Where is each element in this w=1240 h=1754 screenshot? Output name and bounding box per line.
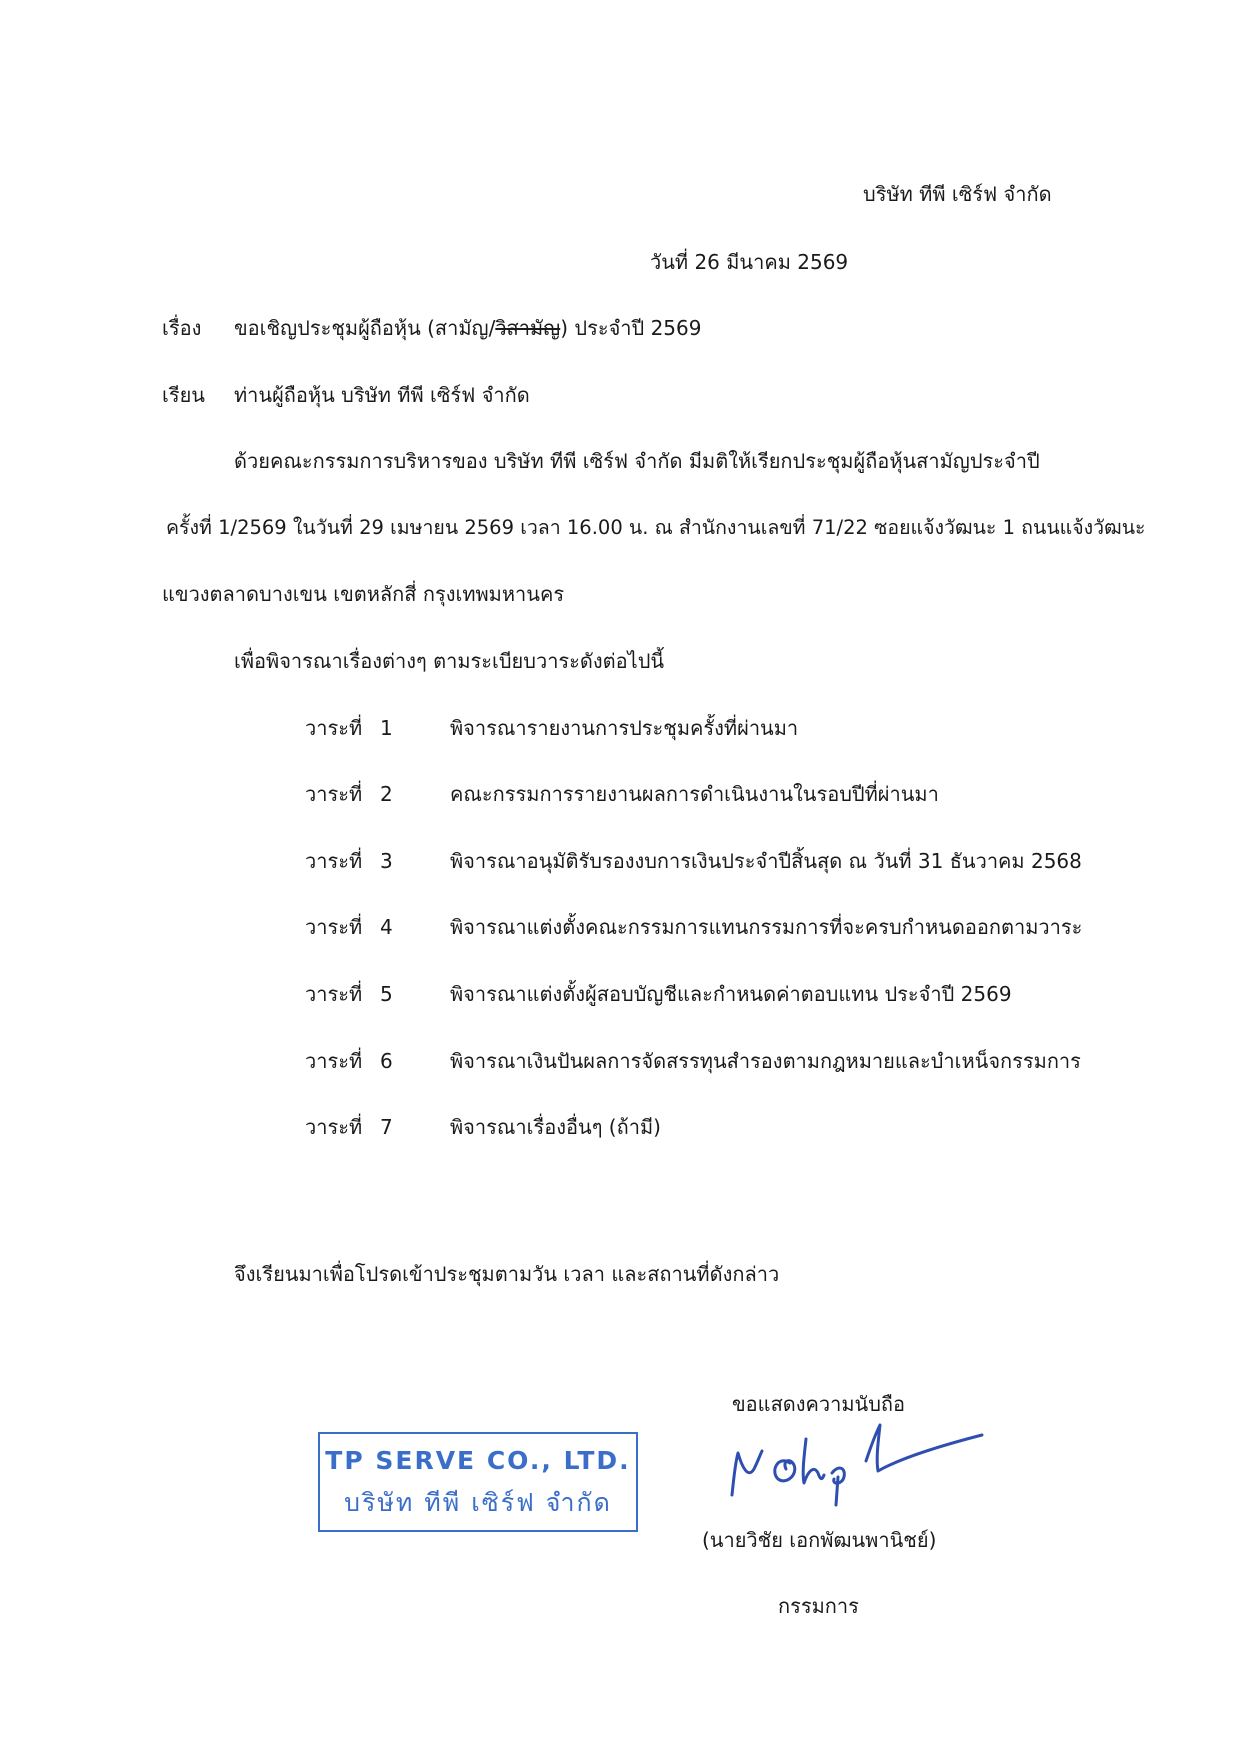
company-name: บริษัท ทีพี เซิร์ฟ จำกัด: [863, 182, 1052, 206]
agenda-number: 7: [380, 1115, 393, 1139]
agenda-number: 1: [380, 716, 393, 740]
agenda-label: วาระที่: [305, 915, 363, 939]
closing-regards: ขอแสดงความนับถือ: [732, 1392, 906, 1416]
stamp-english-text: TP SERVE CO., LTD.: [325, 1446, 631, 1475]
agenda-number: 2: [380, 782, 393, 806]
addressee-label: เรียน: [162, 383, 205, 407]
signer-name: (นายวิชัย เอกพัฒนพานิชย์): [702, 1528, 937, 1552]
body-line-4: เพื่อพิจารณาเรื่องต่างๆ ตามระเบียบวาระดังต่อไปนี้: [234, 649, 665, 673]
agenda-number: 3: [380, 849, 393, 873]
agenda-text: คณะกรรมการรายงานผลการดำเนินงานในรอบปีที่ผ่านมา: [450, 782, 939, 806]
signer-position: กรรมการ: [778, 1594, 859, 1618]
subject-label: เรื่อง: [162, 316, 202, 340]
addressee-text: ท่านผู้ถือหุ้น บริษัท ทีพี เซิร์ฟ จำกัด: [234, 383, 530, 407]
agenda-text: พิจารณารายงานการประชุมครั้งที่ผ่านมา: [450, 716, 799, 740]
signature-image: [720, 1395, 1000, 1525]
agenda-label: วาระที่: [305, 982, 363, 1006]
body-line-2: ครั้งที่ 1/2569 ในวันที่ 29 เมษายน 2569 เวลา 16.00 น. ณ สำนักงานเลขที่ 71/22 ซอยแจ้งวัฒนะ 1 ถนนแจ้งวัฒนะ: [166, 516, 1146, 539]
subject-text-after: ) ประจำปี 2569: [560, 316, 702, 340]
agenda-label: วาระที่: [305, 1049, 363, 1073]
subject-line: [234, 316, 701, 340]
agenda-text: พิจารณาเงินปันผลการจัดสรรทุนสำรองตามกฎหมายและบำเหน็จกรรมการ: [450, 1049, 1081, 1073]
agenda-number: 5: [380, 982, 393, 1006]
agenda-text: พิจารณาแต่งตั้งผู้สอบบัญชีและกำหนดค่าตอบแทน ประจำปี 2569: [450, 982, 1012, 1006]
body-line-1: ด้วยคณะกรรมการบริหารของ บริษัท ทีพี เซิร์ฟ จำกัด มีมติให้เรียกประชุมผู้ถือหุ้นสามัญประจำปี: [234, 449, 1040, 473]
subject-struck-text: วิสามัญ: [495, 316, 561, 340]
closing-text: จึงเรียนมาเพื่อโปรดเข้าประชุมตามวัน เวลา และสถานที่ดังกล่าว: [234, 1262, 780, 1286]
agenda-number: 6: [380, 1049, 393, 1073]
agenda-text: พิจารณาเรื่องอื่นๆ (ถ้ามี): [450, 1115, 661, 1139]
agenda-text: พิจารณาแต่งตั้งคณะกรรมการแทนกรรมการที่จะครบกำหนดออกตามวาระ: [450, 915, 1083, 939]
stamp-thai-text: บริษัท ทีพี เซิร์ฟ จำกัด: [344, 1488, 612, 1517]
agenda-label: วาระที่: [305, 716, 363, 740]
agenda-text: พิจารณาอนุมัติรับรองงบการเงินประจำปีสิ้นสุด ณ วันที่ 31 ธันวาคม 2568: [450, 849, 1082, 873]
agenda-number: 4: [380, 915, 393, 939]
agenda-label: วาระที่: [305, 782, 363, 806]
body-line-3: แขวงตลาดบางเขน เขตหลักสี่ กรุงเทพมหานคร: [162, 582, 565, 606]
agenda-label: วาระที่: [305, 849, 363, 873]
subject-text-before: ขอเชิญประชุมผู้ถือหุ้น (สามัญ/: [234, 316, 496, 340]
letter-date: วันที่ 26 มีนาคม 2569: [650, 250, 849, 274]
company-stamp: [318, 1432, 638, 1532]
agenda-label: วาระที่: [305, 1115, 363, 1139]
